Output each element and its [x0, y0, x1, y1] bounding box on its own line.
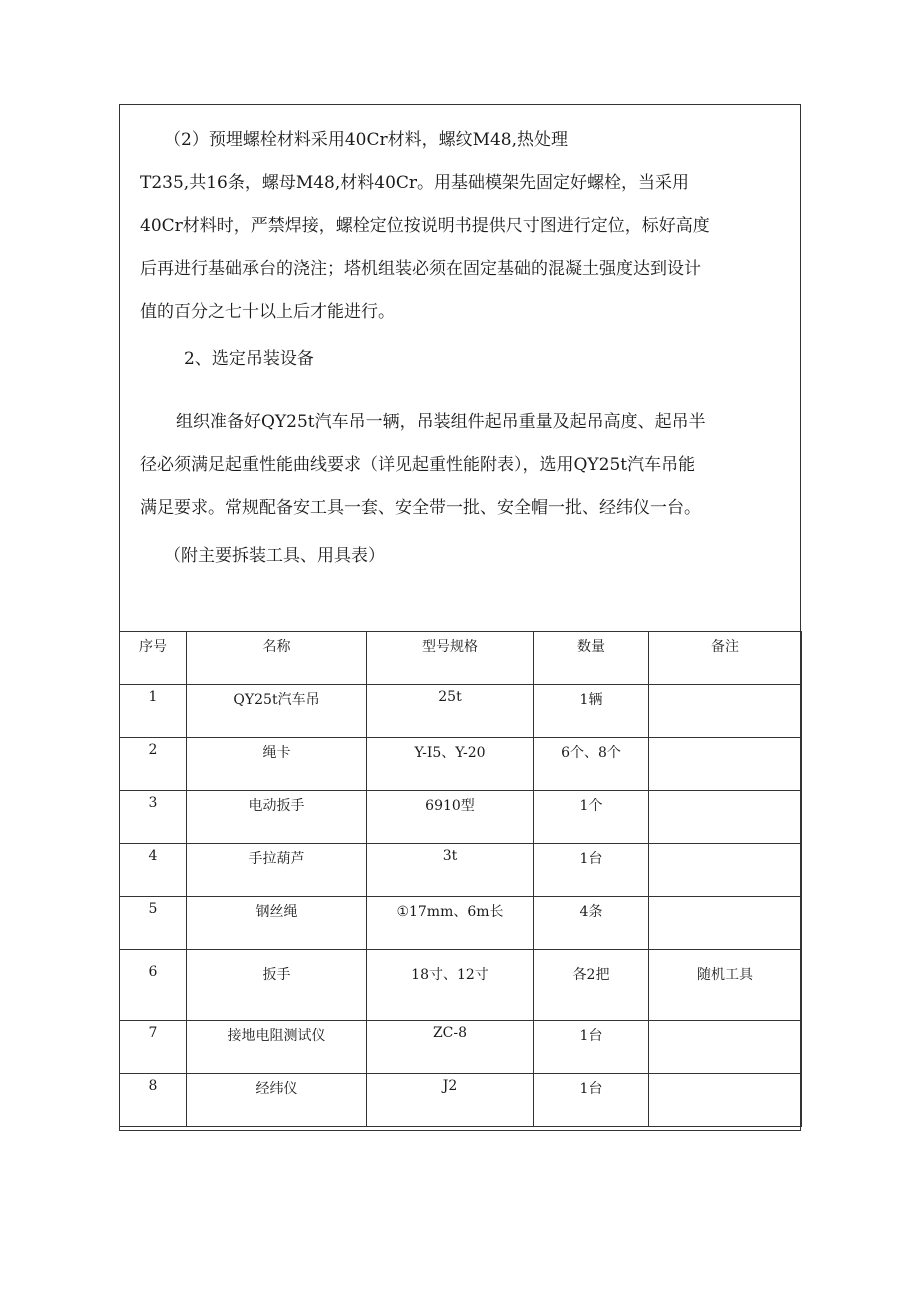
cell-name: QY25t汽车吊 — [187, 685, 367, 738]
cell-index: 8 — [120, 1074, 187, 1127]
table-row — [120, 1074, 802, 1127]
cell-quantity: 1台 — [534, 1021, 649, 1074]
text-line: （2）预埋螺栓材料采用40Cr材料，螺纹M48,热处理 — [164, 130, 569, 150]
cell-index: 2 — [120, 738, 187, 791]
cell-name: 电动扳手 — [187, 791, 367, 844]
cell-quantity: 4条 — [534, 897, 649, 950]
cell-model: 6910型 — [367, 791, 534, 844]
cell-name: 接地电阻测试仪 — [187, 1021, 367, 1074]
header-remark: 备注 — [649, 632, 802, 685]
cell-index: 4 — [120, 844, 187, 897]
cell-quantity: 各2把 — [534, 950, 649, 1021]
cell-model: J2 — [367, 1074, 534, 1127]
cell-quantity: 1台 — [534, 844, 649, 897]
cell-remark — [649, 844, 802, 897]
cell-remark — [649, 685, 802, 738]
cell-model: 25t — [367, 685, 534, 738]
text-line: 径必须满足起重性能曲线要求（详见起重性能附表），选用QY25t汽车吊能 — [140, 455, 696, 475]
header-quantity: 数量 — [534, 632, 649, 685]
table-header-row — [120, 632, 802, 685]
header-model: 型号规格 — [367, 632, 534, 685]
cell-remark — [649, 1074, 802, 1127]
cell-index: 6 — [120, 950, 187, 1021]
cell-remark — [649, 1021, 802, 1074]
cell-model: 3t — [367, 844, 534, 897]
cell-name: 经纬仪 — [187, 1074, 367, 1127]
cell-remark — [649, 897, 802, 950]
paragraph-equipment — [140, 401, 790, 530]
text-line: T235,共16条，螺母M48,材料40Cr。用基础模架先固定好螺栓，当采用 — [140, 173, 690, 193]
cell-model: 18寸、12寸 — [367, 950, 534, 1021]
cell-quantity: 1台 — [534, 1074, 649, 1127]
section-heading: 2、选定吊装设备 — [184, 349, 314, 369]
text-line: 值的百分之七十以上后才能进行。 — [140, 302, 395, 322]
table-row — [120, 950, 802, 1021]
text-line: 组织准备好QY25t汽车吊一辆，吊装组件起吊重量及起吊高度、起吊半 — [176, 412, 706, 432]
cell-name: 绳卡 — [187, 738, 367, 791]
paragraph-anchor-bolts — [140, 119, 780, 334]
table-row — [120, 685, 802, 738]
table-note: （附主要拆装工具、用具表） — [164, 546, 385, 566]
cell-name: 手拉葫芦 — [187, 844, 367, 897]
cell-index: 7 — [120, 1021, 187, 1074]
cell-name: 钢丝绳 — [187, 897, 367, 950]
header-name: 名称 — [187, 632, 367, 685]
table-row — [120, 897, 802, 950]
cell-model: ZC-8 — [367, 1021, 534, 1074]
table-row — [120, 791, 802, 844]
table-row — [120, 738, 802, 791]
text-line: 满足要求。常规配备安工具一套、安全带一批、安全帽一批、经纬仪一台。 — [140, 498, 701, 518]
table-row — [120, 844, 802, 897]
cell-remark — [649, 738, 802, 791]
cell-remark — [649, 791, 802, 844]
cell-model: ①17mm、6m长 — [367, 897, 534, 950]
document-frame — [119, 104, 801, 1131]
table-row — [120, 1021, 802, 1074]
tools-table — [119, 631, 802, 1127]
cell-name: 扳手 — [187, 950, 367, 1021]
text-line: 后再进行基础承台的浇注；塔机组装必须在固定基础的混凝土强度达到设计 — [140, 259, 701, 279]
cell-quantity: 1辆 — [534, 685, 649, 738]
cell-model: Y-I5、Y-20 — [367, 738, 534, 791]
text-line: 40Cr材料时，严禁焊接，螺栓定位按说明书提供尺寸图进行定位，标好高度 — [140, 216, 710, 236]
cell-remark: 随机工具 — [649, 950, 802, 1021]
cell-index: 3 — [120, 791, 187, 844]
header-index: 序号 — [120, 632, 187, 685]
cell-quantity: 6个、8个 — [534, 738, 649, 791]
cell-quantity: 1个 — [534, 791, 649, 844]
cell-index: 1 — [120, 685, 187, 738]
cell-index: 5 — [120, 897, 187, 950]
